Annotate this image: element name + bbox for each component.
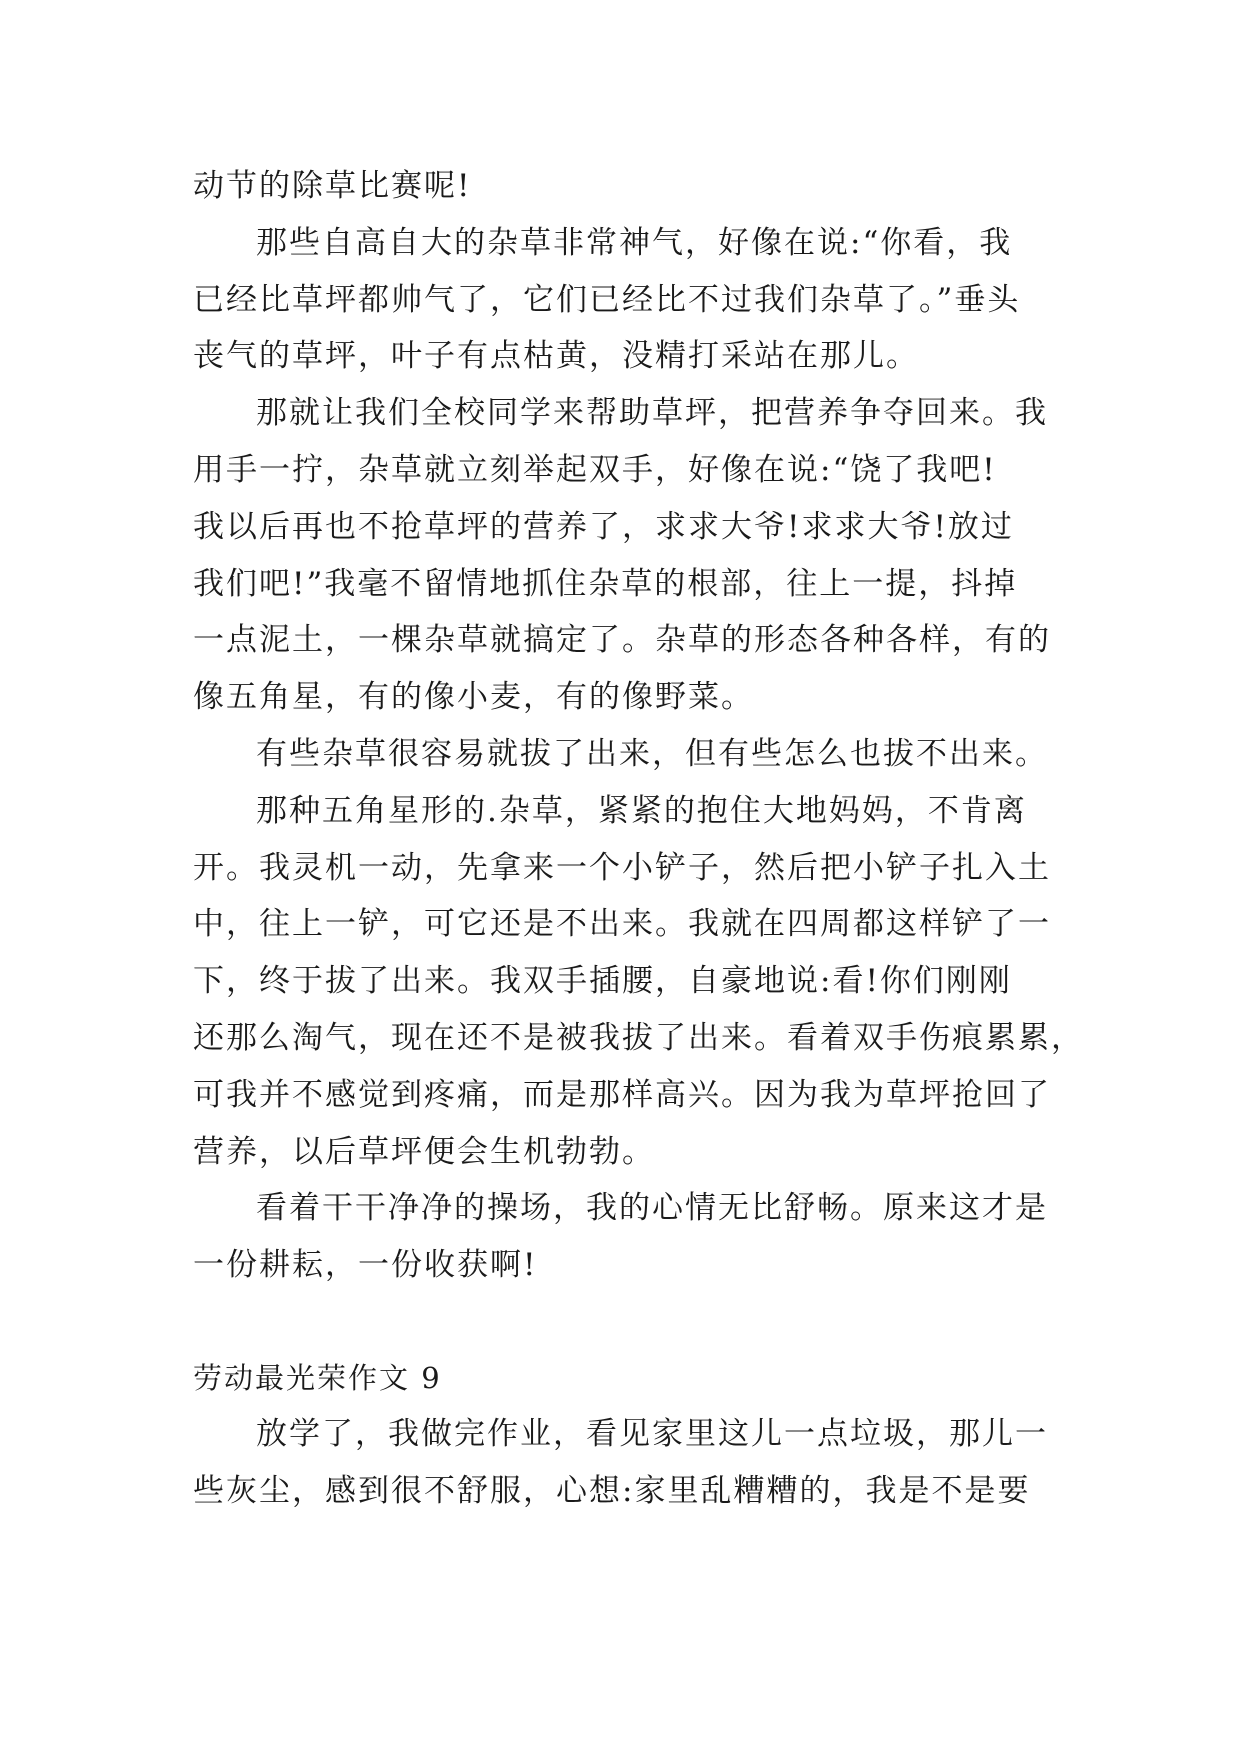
text-line: 用手一拧，杂草就立刻举起双手，好像在说:“饶了我吧! [193, 451, 997, 488]
text-line: 一份耕耘，一份收获啊! [193, 1247, 538, 1284]
text-line: 还那么淘气，现在还不是被我拔了出来。看着双手伤痕累累， [193, 1019, 1084, 1056]
text-line: 丧气的草坪，叶子有点枯黄，没精打采站在那儿。 [193, 338, 919, 375]
text-line: 一点泥土，一棵杂草就搞定了。杂草的形态各种各样，有的 [193, 622, 1051, 659]
paragraph-start-line: 那些自高自大的杂草非常神气，好像在说:“你看，我 [256, 224, 1013, 261]
text-line: 动节的除草比赛呢! [193, 168, 472, 204]
text-line: 开。我灵机一动，先拿来一个小铲子，然后把小铲子扎入土 [193, 849, 1051, 886]
text-line: 已经比草坪都帅气了，它们已经比不过我们杂草了。”垂头 [193, 281, 1021, 318]
text-line: 像五角星，有的像小麦，有的像野菜。 [193, 679, 754, 716]
text-line: 中，往上一铲，可它还是不出来。我就在四周都这样铲了一 [193, 906, 1051, 943]
paragraph-start-line: 放学了，我做完作业，看见家里这儿一点垃圾，那儿一 [256, 1415, 1048, 1452]
text-line: 我们吧!”我毫不留情地抓住杂草的根部，往上一提，抖掉 [193, 565, 1018, 602]
paragraph-start-line: 看着干干净净的操场，我的心情无比舒畅。原来这才是 [256, 1190, 1048, 1227]
section-heading: 劳动最光荣作文 9 [193, 1360, 442, 1395]
document-page [193, 158, 1084, 1520]
paragraph-start-line: 有些杂草很容易就拔了出来，但有些怎么也拔不出来。 [256, 735, 1048, 772]
text-line: 营养，以后草坪便会生机勃勃。 [193, 1133, 655, 1170]
text-line: 些灰尘，感到很不舒服，心想:家里乱糟糟的，我是不是要 [193, 1472, 1031, 1509]
section-gap [193, 1294, 1053, 1350]
text-line: 下，终于拔了出来。我双手插腰，自豪地说:看!你们刚刚 [193, 963, 1012, 1000]
paragraph-start-line: 那就让我们全校同学来帮助草坪，把营养争夺回来。我 [256, 395, 1048, 432]
text-line: 可我并不感觉到疼痛，而是那样高兴。因为我为草坪抢回了 [193, 1076, 1051, 1113]
paragraph-start-line: 那种五角星形的.杂草，紧紧的抱住大地妈妈，不肯离 [256, 792, 1027, 829]
text-line: 我以后再也不抢草坪的营养了，求求大爷!求求大爷!放过 [193, 508, 1014, 545]
